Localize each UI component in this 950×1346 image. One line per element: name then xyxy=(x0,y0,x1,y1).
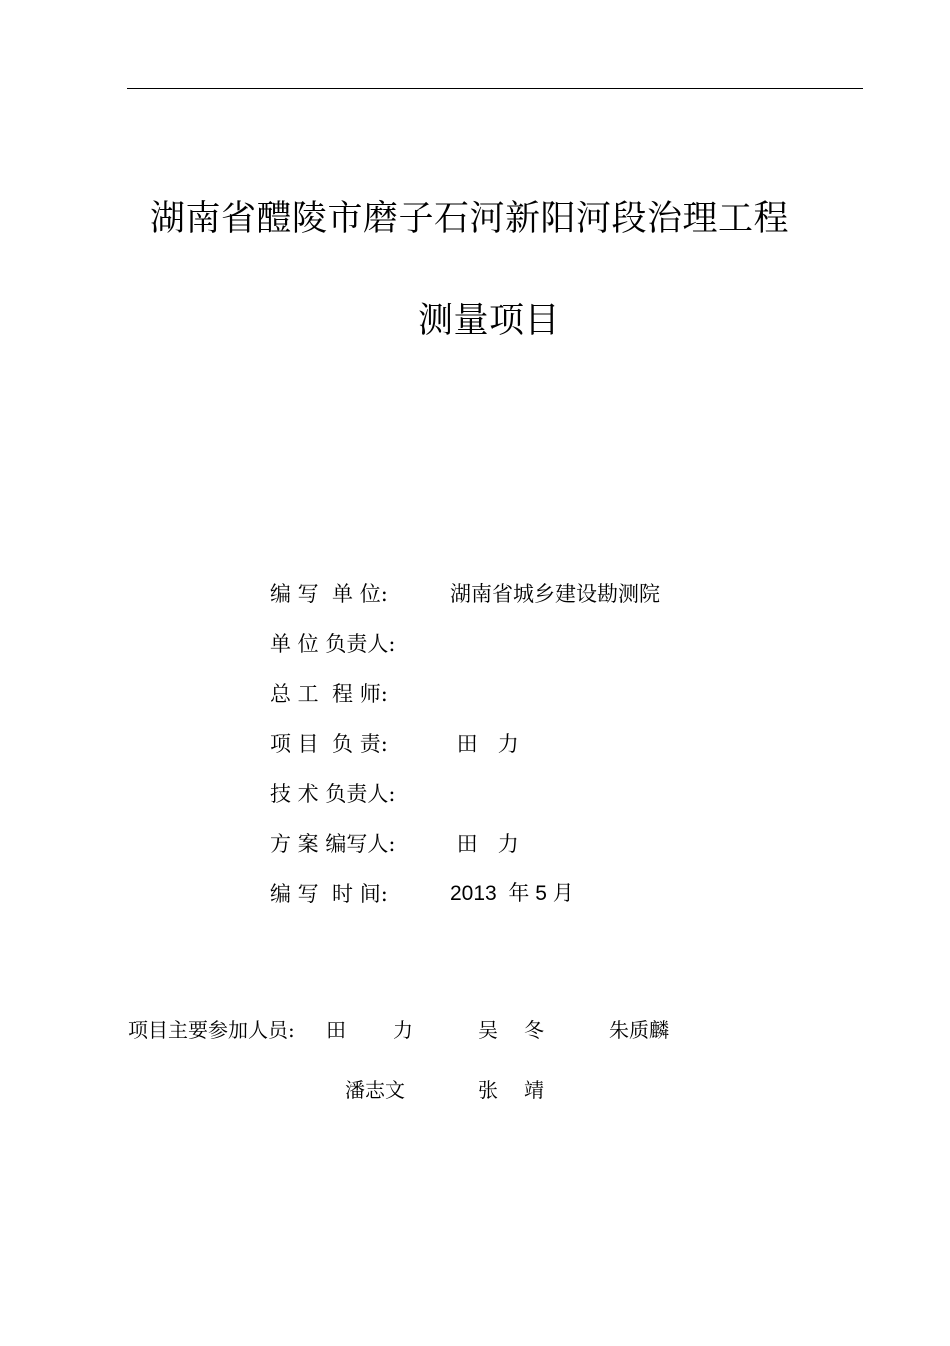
info-block xyxy=(270,578,830,928)
staff-name: 张 xyxy=(478,1078,498,1102)
staff-block xyxy=(128,1014,828,1134)
info-label: 技 术 负责人: xyxy=(270,782,396,806)
info-row-unit-head xyxy=(270,628,830,678)
info-label: 总 工 程 师: xyxy=(270,682,388,706)
staff-label: 项目主要参加人员: xyxy=(128,1018,295,1042)
info-label: 单 位 负责人: xyxy=(270,632,396,656)
staff-name: 冬 xyxy=(524,1018,544,1042)
staff-name: 吴 xyxy=(478,1018,498,1042)
staff-name: 力 xyxy=(393,1018,413,1042)
info-row-compiler xyxy=(270,578,830,628)
header-rule xyxy=(127,88,863,89)
info-row-plan-author xyxy=(270,828,830,878)
staff-name: 潘志文 xyxy=(345,1078,405,1102)
info-label: 编 写 时 间: xyxy=(270,882,388,906)
staff-row-2 xyxy=(128,1074,828,1134)
staff-name: 靖 xyxy=(524,1078,544,1102)
info-label: 项 目 负 责: xyxy=(270,732,388,756)
info-value: 2013 年 5 月 xyxy=(450,882,574,905)
info-label: 编 写 单 位: xyxy=(270,582,388,606)
info-row-project-lead xyxy=(270,728,830,778)
info-row-date xyxy=(270,878,830,928)
staff-row-1 xyxy=(128,1014,828,1074)
info-value: 湖南省城乡建设勘测院 xyxy=(450,582,660,606)
staff-name: 朱质麟 xyxy=(609,1018,669,1042)
staff-name: 田 xyxy=(326,1018,346,1042)
info-row-chief-engineer xyxy=(270,678,830,728)
document-subtitle: 测量项目 xyxy=(418,301,561,341)
info-value: 田 力 xyxy=(450,732,519,756)
info-row-tech-lead xyxy=(270,778,830,828)
info-value: 田 力 xyxy=(450,832,519,856)
document-title: 湖南省醴陵市磨子石河新阳河段治理工程 xyxy=(150,199,790,239)
info-label: 方 案 编写人: xyxy=(270,832,396,856)
